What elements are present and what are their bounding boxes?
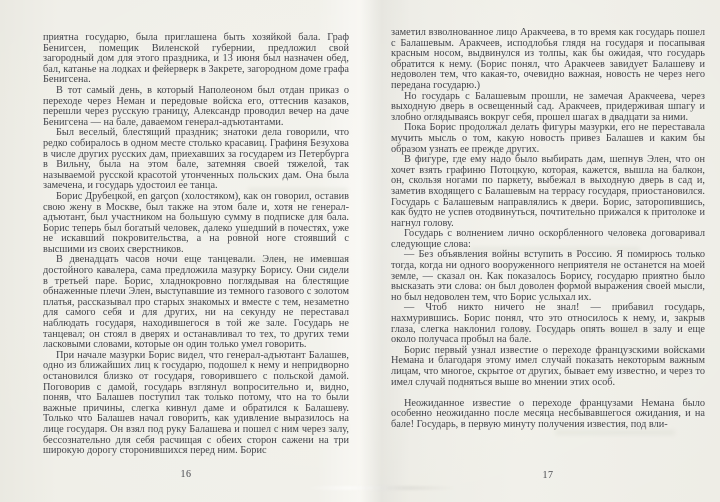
- paragraph: — Без объявления войны вступить в Россию. Я помирюсь только тогда, когда ни одного вооруженного неприятеля не останется на моей земле, — сказал он. Как показалось Борису, государю приятно было высказать эти слова: он был доволен формой выражения своей мысли, но был недоволен тем, что Борис услыхал их.: [391, 249, 705, 303]
- right-page-text: [391, 28, 705, 431]
- show-through-smudge: [500, 329, 650, 334]
- show-through-smudge: [555, 430, 675, 435]
- paragraph: Был веселый, блестящий праздник; знатоки дела говорили, что редко собиралось в одном месте столько красавиц. Графиня Безухова в числе других русских дам, приехавших за государем из Петербурга в Вильну, была на этом бале, затемняя своей тяжелой, так называемой русской красотой утонченных польских дам. Она была замечена, и государь удостоил ее танца.: [43, 127, 349, 192]
- paragraph: Борис Друбецкой, en garçon (холостяком), как он говорил, оставив свою жену в Москве, был также на этом бале и, хотя не генерал-адъютант, был участником на большую сумму в подписке для бала. Борис теперь был богатый человек, далеко ушедший в почестях, уже не искавший покровительства, а на ровной ноге стоявший с высшими из своих сверстников.: [43, 190, 349, 255]
- paragraph: — Чтоб никто ничего не знал! — прибавил государь, нахмурившись. Борис понял, что это относилось к нему, и, закрыв глаза, слегка наклонил голову. Государь опять вошел в залу и еще около получаса пробыл на бале.: [391, 302, 705, 346]
- paragraph: В тот самый день, в который Наполеоном был отдан приказ о переходе через Неман и передовые войска его, оттеснив казаков, перешли через русскую границу, Александр проводил вечер на даче Бенигсена — на бале, даваемом генерал-адъютантами.: [43, 84, 349, 128]
- paragraph: Государь с волнением лично оскорбленного человека договаривал следующие слова:: [391, 228, 705, 250]
- show-through-smudge: [248, 188, 348, 193]
- gutter-crease: [305, 486, 455, 490]
- right-page-number: 17: [542, 470, 554, 481]
- paragraph: Но государь с Балашевым прошли, не замечая Аракчеева, через выходную дверь в освещенный сад. Аракчеев, придерживая шпагу и злобно оглядываясь вокруг себя, прошел шагах в двадцати за ними.: [391, 90, 705, 123]
- left-page-number: 16: [180, 469, 192, 480]
- paragraph: В фигуре, где ему надо было выбирать дам, шепнув Элен, что он хочет взять графиню Потоцкую, которая, кажется, вышла на балкон, он, скользя ногами по паркету, выбежал в выходную дверь в сад и, заметив входящего с Балашевым на террасу государя, приостановился. Государь с Балашевым направлялись к двери. Борис, заторопившись, как будто не успев отодвинуться, почтительно прижался к притолоке и нагнул голову.: [391, 154, 705, 229]
- paragraph: Борис первый узнал известие о переходе французскими войсками Немана и благодаря этому имел случай показать некоторым важным лицам, что многое, скрытое от других, бывает ему известно, и через то имел случай подняться выше во мнении этих особ.: [391, 344, 705, 388]
- paragraph: В двенадцать часов ночи еще танцевали. Элен, не имевшая достойного кавалера, сама предложила мазурку Борису. Они сидели в третьей паре. Борис, хладнокровно поглядывая на блестящие обнаженные плечи Элен, выступавшие из темного газового с золотом платья, рассказывал про старых знакомых и вместе с тем, незаметно для самого себя и для других, ни на секунду не переставал наблюдать государя, находившегося в той же зале. Государь не танцевал; он стоял в дверях и останавливал то тех, то других теми ласковыми словами, которые он один только умел говорить.: [43, 254, 349, 351]
- left-page-text: [43, 33, 349, 457]
- paragraph: Неожиданное известие о переходе французами Немана было особенно неожиданно после месяца несбывавшегося ожидания, и на бале! Государь, в первую минуту получения известия, под вли-: [391, 397, 705, 430]
- show-through-smudge: [240, 257, 348, 262]
- show-through-smudge: [470, 247, 640, 252]
- paragraph: При начале мазурки Борис видел, что генерал-адъютант Балашев, одно из ближайших лиц к государю, подошел к нему и непридворно остановился близко от государя, говорившего с польской дамой. Поговорив с дамой, государь взглянул вопросительно и, видно, поняв, что Балашев поступил так только потому, что на то были важные причины, слегка кивнул даме и обратился к Балашеву. Только что Балашев начал говорить, как удивление выразилось на лице государя. Он взял под руку Балашева и пошел с ним через залу, бессознательно для себя расчищая с обеих сторон сажени на три широкую дорогу сторонившихся перед ним. Борис: [43, 349, 349, 457]
- paragraph: заметил взволнованное лицо Аракчеева, в то время как государь пошел с Балашевым. Аракчеев, исподлобья глядя на государя и посапывая красным носом, выдвинулся из толпы, как бы ожидая, что государь обратится к нему. (Борис понял, что Аракчеев завидует Балашеву и недоволен тем, что какая-то, очевидно важная, новость не через него передана государю.): [391, 27, 705, 91]
- paragraph: Пока Борис продолжал делать фигуры мазурки, его не переставала мучить мысль о том, какую новость привез Балашев и каким бы образом узнать ее прежде других.: [391, 122, 705, 155]
- show-through-smudge: [263, 425, 348, 430]
- paragraph: приятна государю, была приглашена быть хозяйкой бала. Граф Бенигсен, помещик Виленской губернии, предложил свой загородный дом для этого праздника, и 13 июня был назначен обед, бал, катанье на лодках и фейерверк в Закрете, загородном доме графа Бенигсена.: [43, 32, 349, 86]
